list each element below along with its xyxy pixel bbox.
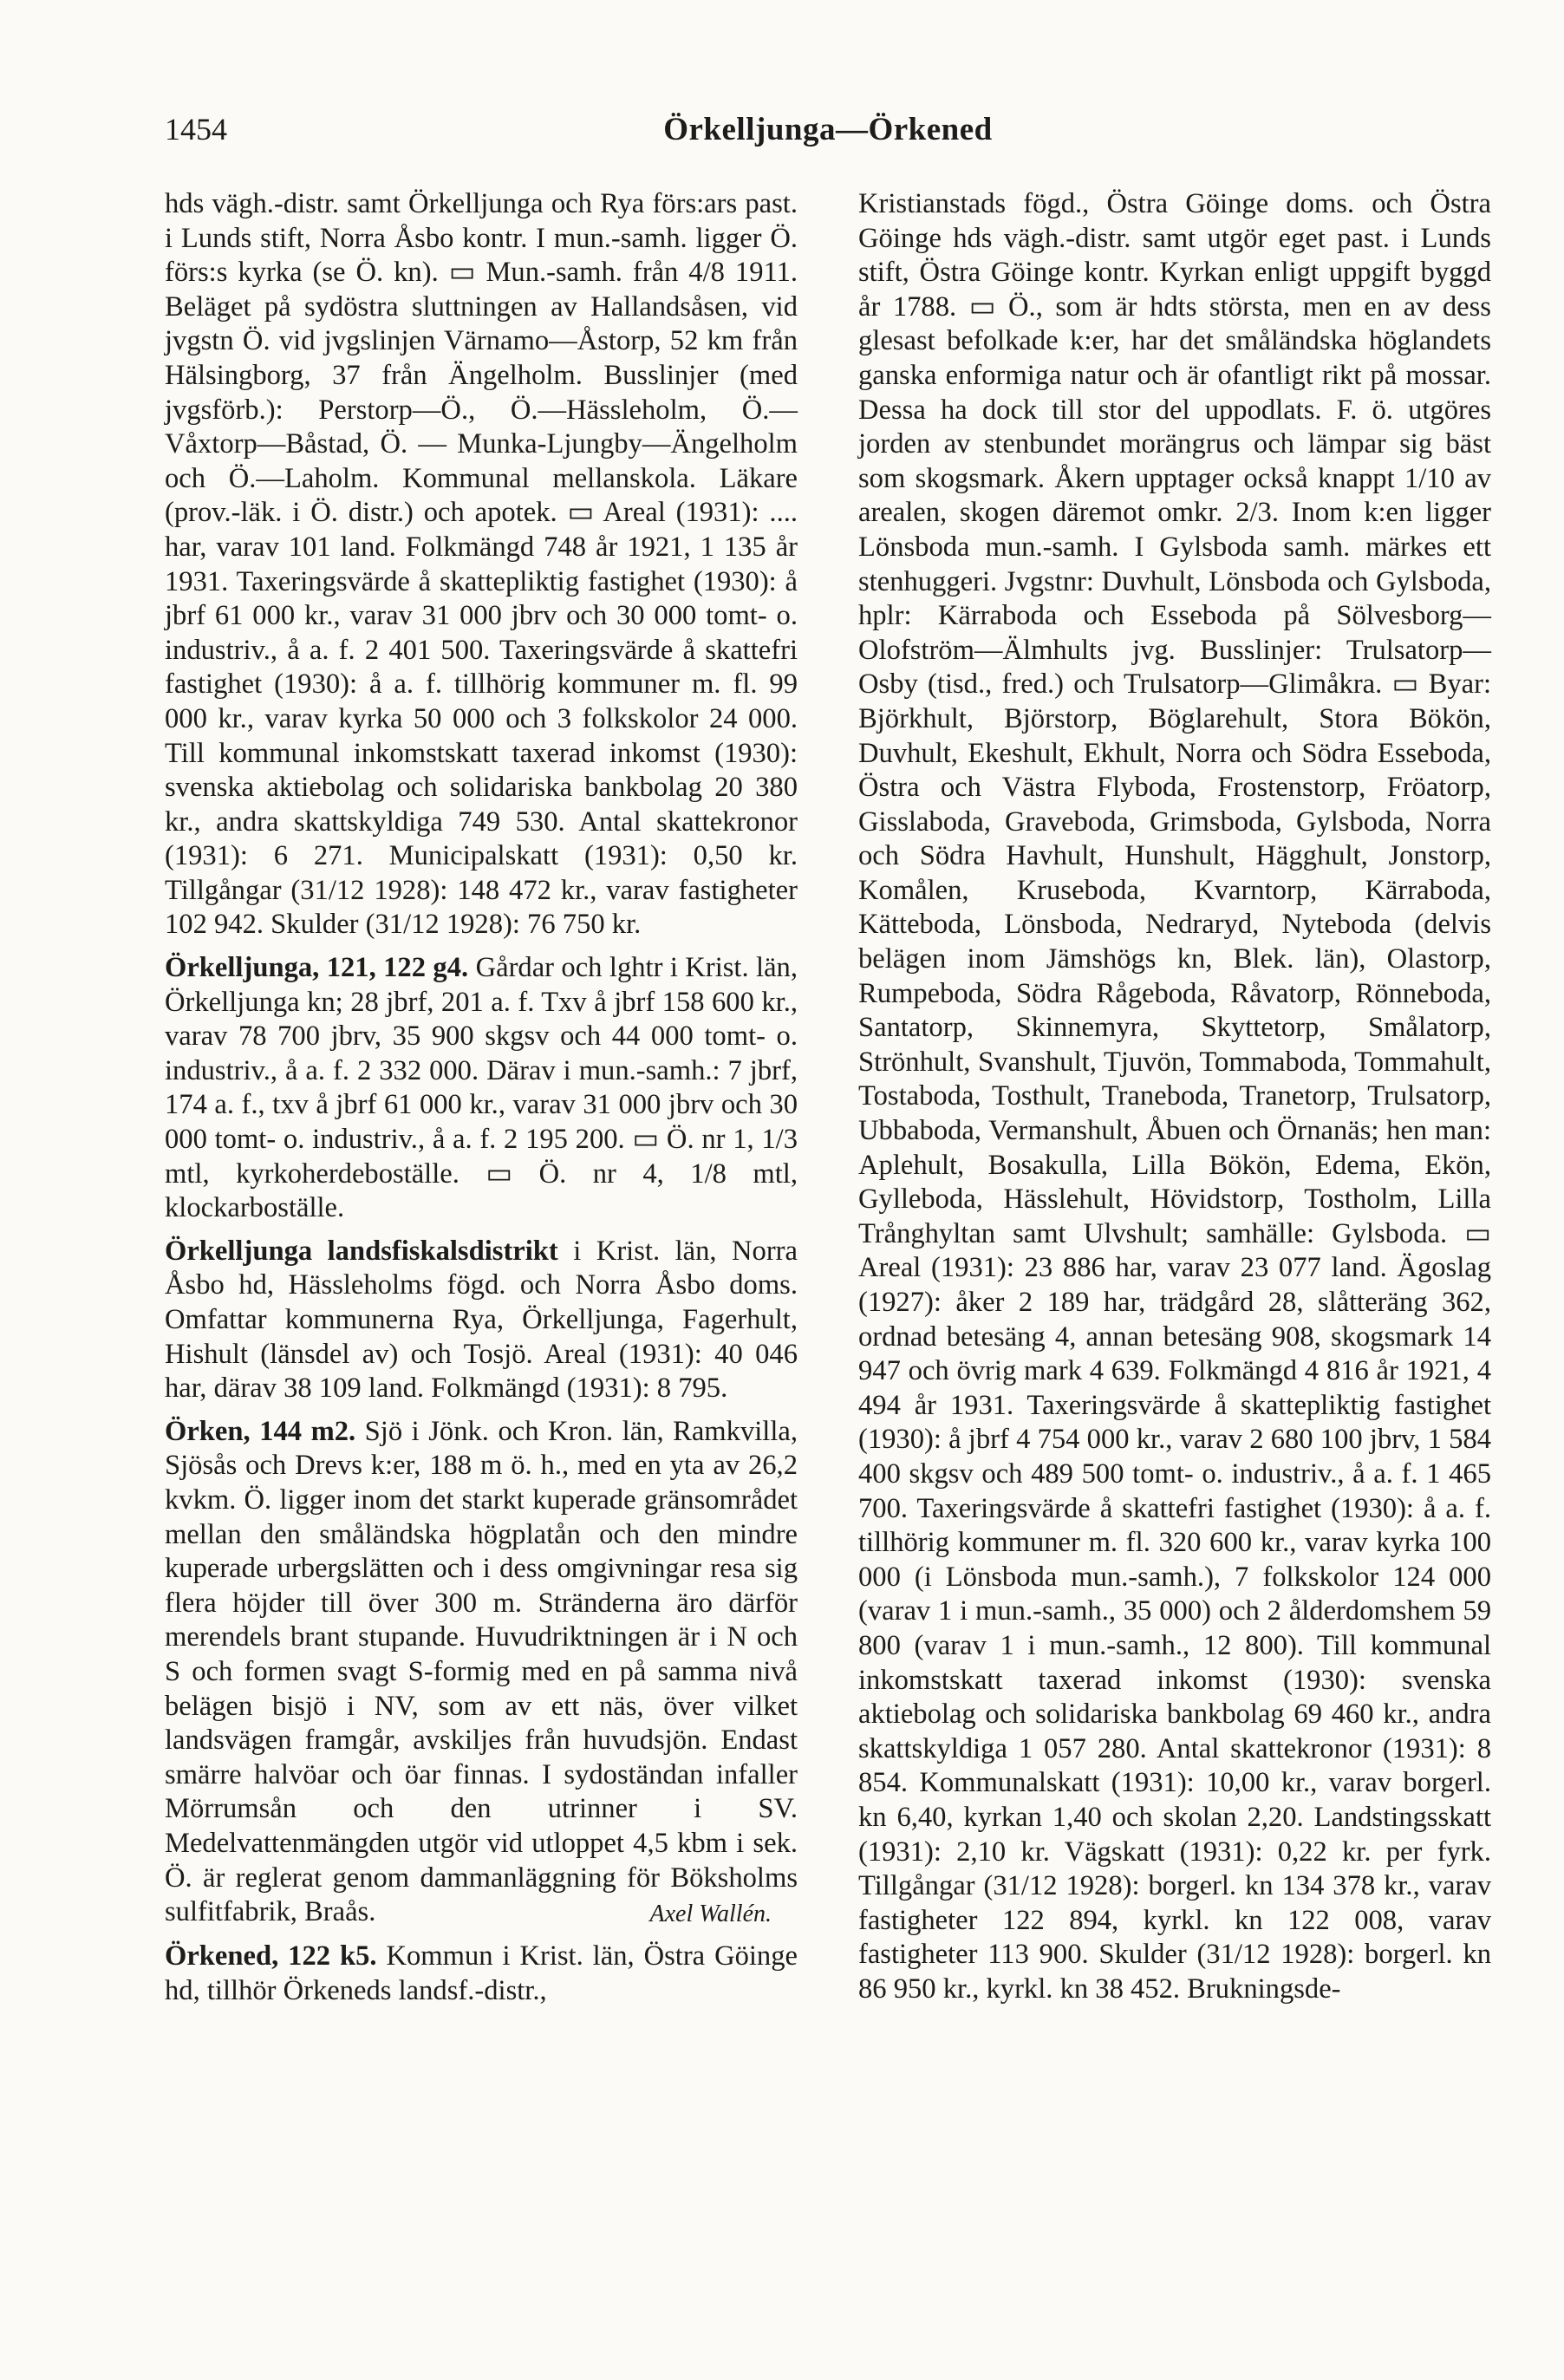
right-column [858,187,1491,2303]
continuation-paragraph [165,187,798,942]
entry-text: Sjö i Jönk. och Kron. län, Ramkvilla, Sjösås och Drevs k:er, 188 m ö. h., med en yta av 26,2 kvkm. Ö. ligger inom det starkt kuperade gränsområdet mellan den småländska högplatån och den mindre kuperade urbergslätten och i dess omgivningar resa sig flera höjder till över 300 m. Stränderna äro därför merendels brant stupande. Huvudriktningen är i N och S och formen svagt S-formig med en på samma nivå belägen bisjö i NV, som av ett näs, över vilket landsvägen framgår, avskiljes från huvudsjön. Endast smärre halvöar och öar finnas. I sydoständan infaller Mörrumsån och den utrinner i SV. Medelvattenmängden utgör vid utloppet 4,5 kbm i sek. Ö. är reglerat genom dammanläggning för Böksholms sulfitfabrik, Braås. [165,1415,798,1928]
entry-lemma: Örkelljunga, 121, 122 g4. [165,952,469,984]
entry-lemma: Örkelljunga landsfiskalsdistrikt [165,1235,558,1267]
text-columns [165,187,1491,2303]
entry-lemma: Örken, 144 m2. [165,1415,356,1447]
entry-text: Kommun i Krist. län, Östra Göinge hd, tillhör Örkeneds landsf.-distr., [165,1940,798,2006]
paragraph-text: Kristianstads fögd., Östra Göinge doms. och Östra Göinge hds vägh.-distr. samt utgör eget past. i Lunds stift, Östra Göinge kontr. Kyrkan enligt uppgift byggd år 1788. ▭ Ö., som är hdts största, men en av dess glesast befolkade k:er, har det småländska höglandets ganska enformiga natur och är ofantligt rikt på mossar. Dessa ha dock till stor del uppodlats. F. ö. utgöres jorden av stenbundet morängrus och lämpar sig bäst som skogsmark. Åkern upptager också knappt 1/10 av arealen, skogen däremot omkr. 2/3. Inom k:en ligger Lönsboda mun.-samh. I Gylsboda samh. märkes ett stenhuggeri. Jvgstnr: Duvhult, Lönsboda och Gylsboda, hplr: Kärraboda och Esseboda på Sölvesborg—Olofström—Älmhults jvg. Busslinjer: Trulsatorp—Osby (tisd., fred.) och Trulsatorp—Glimåkra. ▭ Byar: Björkhult, Björstorp, Böglarehult, Stora Bökön, Duvhult, Ekeshult, Ekhult, Norra och Södra Esseboda, Östra och Västra Flyboda, Frostenstorp, Fröatorp, Gisslaboda, Graveboda, Grimsboda, Gylsboda, Norra och Södra Havhult, Hunshult, Hägghult, Jonstorp, Komålen, Kruseboda, Kvarntorp, Kärraboda, Kätteboda, Lönsboda, Nedraryd, Nyteboda (delvis belägen inom Jämshögs kn, Blek. län), Olastorp, Rumpeboda, Södra Rågeboda, Råvatorp, Rönneboda, Santatorp, Skinnemyra, Skyttetorp, Smålatorp, Strönhult, Svanshult, Tjuvön, Tommaboda, Tommahult, Tostaboda, Tosthult, Traneboda, Tranetorp, Trulsatorp, Ubbaboda, Vermanshult, Åbuen och Örnanäs; hen man: Aplehult, Bosakulla, Lilla Bökön, Edema, Ekön, Gylleboda, Hässlehult, Hövidstorp, Tostholm, Lilla Trånghyltan samt Ulvshult; samhälle: Gylsboda. ▭ Areal (1931): 23 886 har, varav 23 077 land. Ägoslag (1927): åker 2 189 har, trädgård 28, slåtteräng 362, ordnad betesäng 4, annan betesäng 908, skogsmark 14 947 och övrig mark 4 639. Folkmängd 4 816 år 1921, 4 494 år 1931. Taxeringsvärde å skattepliktig fastighet (1930): å jbrf 4 754 000 kr., varav 2 680 100 jbrv, 1 584 400 skgsv och 489 500 tomt- o. industriv., å a. f. 1 465 700. Taxeringsvärde å skattefri fastighet (1930): å a. f. tillhörig kommuner m. fl. 320 600 kr., varav kyrka 100 000 (i Lönsboda mun.-samh.), 7 folkskolor 124 000 (varav 1 i mun.-samh., 35 000) och 2 ålderdomshem 59 800 (varav 1 i mun.-samh., 12 800). Till kommunal inkomstskatt taxerad inkomst (1930): svenska aktiebolag och solidariska bankbolag 69 460 kr., andra skattskyldiga 1 057 280. Antal skattekronor (1931): 8 854. Kommunalskatt (1931): 10,00 kr., varav borgerl. kn 6,40, kyrkan 1,40 och skolan 2,20. Landstingsskatt (1931): 2,10 kr. Vägskatt (1931): 0,22 kr. per fyrk. Tillgångar (31/12 1928): borgerl. kn 134 378 kr., varav fastigheter 122 894, kyrkl. kn 122 008, varav fastigheter 113 900. Skulder (31/12 1928): borgerl. kn 86 950 kr., kyrkl. kn 38 452. Brukningsde- [858,188,1491,2005]
entry-lemma: Örkened, 122 k5. [165,1940,377,1972]
page-number: 1454 [165,112,227,147]
running-head: Örkelljunga—Örkened [663,112,993,147]
entry-text: i Krist. län, Norra Åsbo hd, Hässleholms fögd. och Norra Åsbo doms. Omfattar kommunerna Rya, Örkelljunga, Fagerhult, Hishult (länsdel av) och Tosjö. Areal (1931): 40 046 har, därav 38 109 land. Folkmängd (1931): 8 795. [165,1235,798,1405]
entry-orkelljunga-landsfiskalsdistrikt [165,1235,798,1406]
paragraph-text: hds vägh.-distr. samt Örkelljunga och Rya förs:ars past. i Lunds stift, Norra Åsbo kontr. I mun.-samh. ligger Ö. förs:s kyrka (se Ö. kn). ▭ Mun.-samh. från 4/8 1911. Beläget på sydöstra sluttningen av Hallandsåsen, vid jvgstn Ö. vid jvgslinjen Värnamo—Åstorp, 52 km från Hälsingborg, 37 från Ängelholm. Busslinjer (med jvgsförb.): Perstorp—Ö., Ö.—Hässleholm, Ö.—Våxtorp—Båstad, Ö. — Munka-Ljungby—Ängelholm och Ö.—Laholm. Kommunal mellanskola. Läkare (prov.-läk. i Ö. distr.) och apotek. ▭ Areal (1931): .... har, varav 101 land. Folkmängd 748 år 1921, 1 135 år 1931. Taxeringsvärde å skattepliktig fastighet (1930): å jbrf 61 000 kr., varav 31 000 jbrv och 30 000 tomt- o. industriv., å a. f. 2 401 500. Taxeringsvärde å skattefri fastighet (1930): å a. f. tillhörig kommuner m. fl. 99 000 kr., varav kyrka 50 000 och 3 folkskolor 24 000. Till kommunal inkomstskatt taxerad inkomst (1930): svenska aktiebolag och solidariska bankbolag 20 380 kr., andra skattskyldiga 749 530. Antal skattekronor (1931): 6 271. Municipalskatt (1931): 0,50 kr. Tillgångar (31/12 1928): 148 472 kr., varav fastigheter 102 942. Skulder (31/12 1928): 76 750 kr. [165,188,798,941]
page-header [165,111,1491,154]
entry-orken [165,1415,798,1930]
left-column [165,187,798,2303]
author-signature: Axel Wallén. [649,1900,772,1927]
entry-orkelljunga [165,951,798,1226]
entry-text: Gårdar och lghtr i Krist. län, Örkelljunga kn; 28 jbrf, 201 a. f. Txv å jbrf 158 600 kr., varav 78 700 jbrv, 35 900 skgsv och 44 000 tomt- o. industriv., å a. f. 2 332 000. Därav i mun.-samh.: 7 jbrf, 174 a. f., txv å jbrf 61 000 kr., varav 31 000 jbrv och 30 000 tomt- o. industriv., å a. f. 2 195 200. ▭ Ö. nr 1, 1/3 mtl, kyrkoherdeboställe. ▭ Ö. nr 4, 1/8 mtl, klockarboställe. [165,952,798,1224]
entry-orkened [165,1940,798,2008]
continuation-paragraph [858,187,1491,2006]
